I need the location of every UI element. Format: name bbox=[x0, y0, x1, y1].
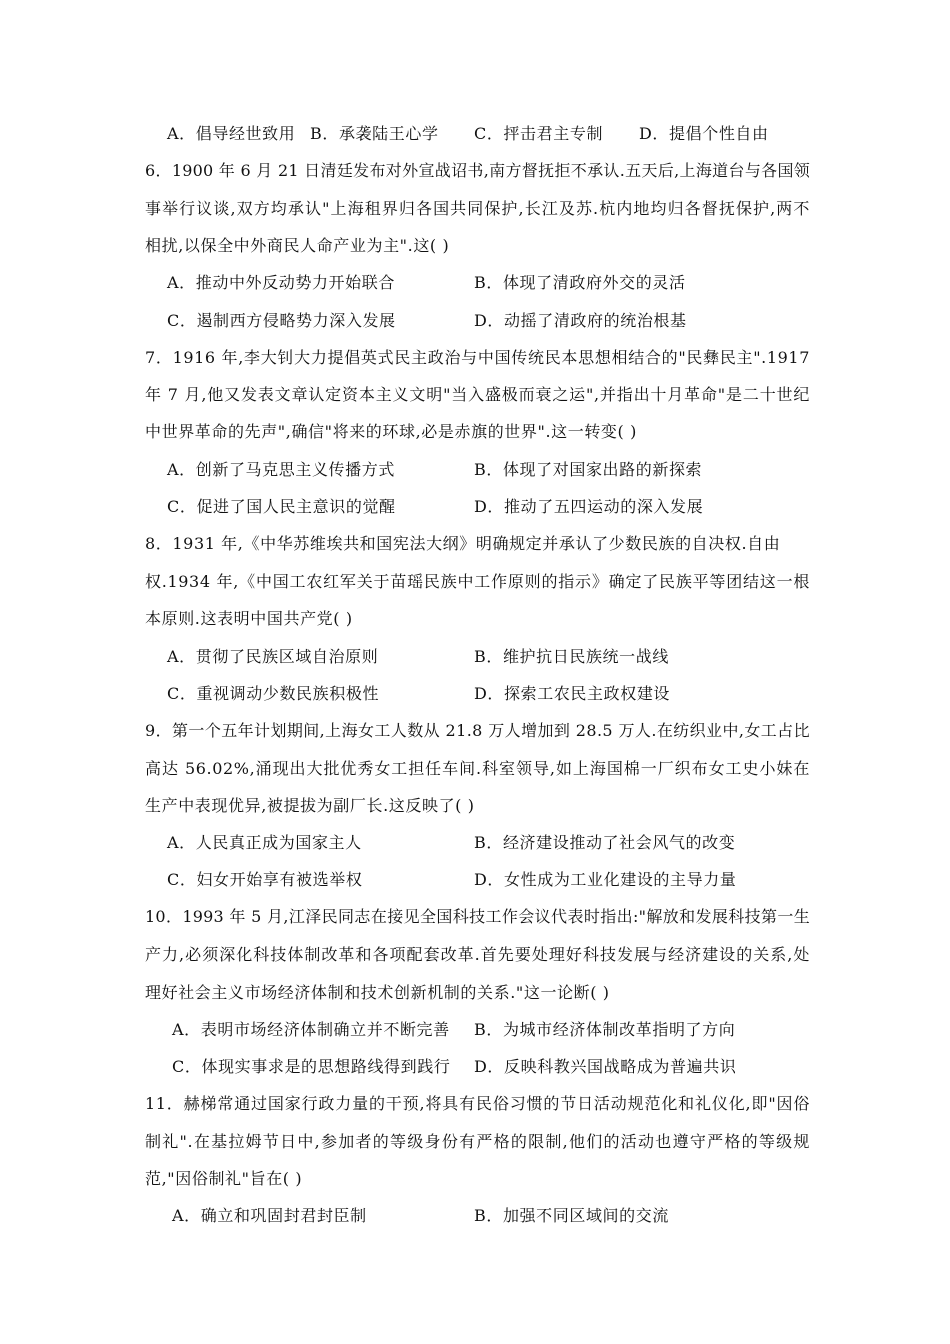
q6-stem-line-2: 事举行议谈,双方均承认"上海租界归各国共同保护,长江及苏.杭内地均归各督抚保护,两不 bbox=[145, 199, 810, 218]
q9-option-b: B．经济建设推动了社会风气的改变 bbox=[474, 833, 736, 852]
q10-stem-line-2: 产力,必须深化科技体制改革和各项配套改革.首先要处理好科技发展与经济建设的关系,处 bbox=[145, 945, 810, 964]
q11-stem-line-3: 范,"因俗制礼"旨在( ) bbox=[145, 1169, 303, 1188]
q10-option-d: D．反映科教兴国战略成为普遍共识 bbox=[474, 1057, 737, 1076]
q6-option-c: C．遏制西方侵略势力深入发展 bbox=[167, 311, 396, 330]
q7-stem-line-1: 7．1916 年,李大钊大力提倡英式民主政治与中国传统民本思想相结合的"民彝民主".1917 bbox=[145, 348, 810, 367]
q9-option-a: A．人民真正成为国家主人 bbox=[167, 833, 362, 852]
q8-option-d: D．探索工农民主政权建设 bbox=[474, 684, 671, 703]
q9-stem-line-1: 9．第一个五年计划期间,上海女工人数从 21.8 万人增加到 28.5 万人.在纺织业中,女工占比 bbox=[145, 721, 810, 740]
q10-option-c: C．体现实事求是的思想路线得到践行 bbox=[172, 1057, 451, 1076]
q5-option-c: C．抨击君主专制 bbox=[474, 124, 604, 143]
q10-option-a: A．表明市场经济体制确立并不断完善 bbox=[172, 1020, 450, 1039]
q9-option-c: C．妇女开始享有被选举权 bbox=[167, 870, 363, 889]
q8-stem-line-2: 权.1934 年,《中国工农红军关于苗瑶民族中工作原则的指示》确定了民族平等团结这一根 bbox=[145, 572, 810, 591]
q7-option-b: B．体现了对国家出路的新探索 bbox=[474, 460, 703, 479]
q10-stem-line-3: 理好社会主义市场经济体制和技术创新机制的关系."这一论断( ) bbox=[145, 983, 610, 1002]
q7-stem-line-2: 年 7 月,他又发表文章认定资本主义文明"当入盛极而衰之运",并指出十月革命"是二十世纪 bbox=[145, 385, 810, 404]
q6-stem-line-3: 相扰,以保全中外商民人命产业为主".这( ) bbox=[145, 236, 450, 255]
q10-stem-line-1: 10．1993 年 5 月,江泽民同志在接见全国科技工作会议代表时指出:"解放和发展科技第一生 bbox=[145, 907, 810, 926]
q6-option-a: A．推动中外反动势力开始联合 bbox=[167, 273, 395, 292]
q5-option-b: B．承袭陆王心学 bbox=[310, 124, 439, 143]
q8-option-a: A．贯彻了民族区域自治原则 bbox=[167, 647, 379, 666]
q6-option-d: D．动摇了清政府的统治根基 bbox=[474, 311, 687, 330]
q11-stem-line-2: 制礼".在基拉姆节日中,参加者的等级身份有严格的限制,他们的活动也遵守严格的等级规 bbox=[145, 1132, 810, 1151]
q7-option-a: A．创新了马克思主义传播方式 bbox=[167, 460, 395, 479]
q5-option-d: D．提倡个性自由 bbox=[639, 124, 769, 143]
q6-stem-line-1: 6．1900 年 6 月 21 日清廷发布对外宣战诏书,南方督抚拒不承认.五天后,上海道台与各国领 bbox=[145, 161, 810, 180]
q11-stem-line-1: 11．赫梯常通过国家行政力量的干预,将具有民俗习惯的节日活动规范化和礼仪化,即"因俗 bbox=[145, 1094, 810, 1113]
q8-stem-line-1: 8．1931 年,《中华苏维埃共和国宪法大纲》明确规定并承认了少数民族的自决权.自由 bbox=[145, 534, 781, 553]
q8-stem-line-3: 本原则.这表明中国共产党( ) bbox=[145, 609, 353, 628]
q11-option-a: A．确立和巩固封君封臣制 bbox=[172, 1206, 367, 1225]
q7-stem-line-3: 中世界革命的先声",确信"将来的环球,必是赤旗的世界".这一转变( ) bbox=[145, 422, 637, 441]
q9-option-d: D．女性成为工业化建设的主导力量 bbox=[474, 870, 737, 889]
q7-option-c: C．促进了国人民主意识的觉醒 bbox=[167, 497, 396, 516]
q9-stem-line-3: 生产中表现优异,被提拔为副厂长.这反映了( ) bbox=[145, 796, 475, 815]
q11-option-b: B．加强不同区域间的交流 bbox=[474, 1206, 669, 1225]
q10-option-b: B．为城市经济体制改革指明了方向 bbox=[474, 1020, 736, 1039]
q8-option-b: B．维护抗日民族统一战线 bbox=[474, 647, 669, 666]
q8-option-c: C．重视调动少数民族积极性 bbox=[167, 684, 380, 703]
q6-option-b: B．体现了清政府外交的灵活 bbox=[474, 273, 686, 292]
q7-option-d: D．推动了五四运动的深入发展 bbox=[474, 497, 704, 516]
q9-stem-line-2: 高达 56.02%,涌现出大批优秀女工担任车间.科室领导,如上海国棉一厂织布女工史小妹在 bbox=[145, 759, 810, 778]
q5-option-a: A．倡导经世致用 bbox=[167, 124, 296, 143]
